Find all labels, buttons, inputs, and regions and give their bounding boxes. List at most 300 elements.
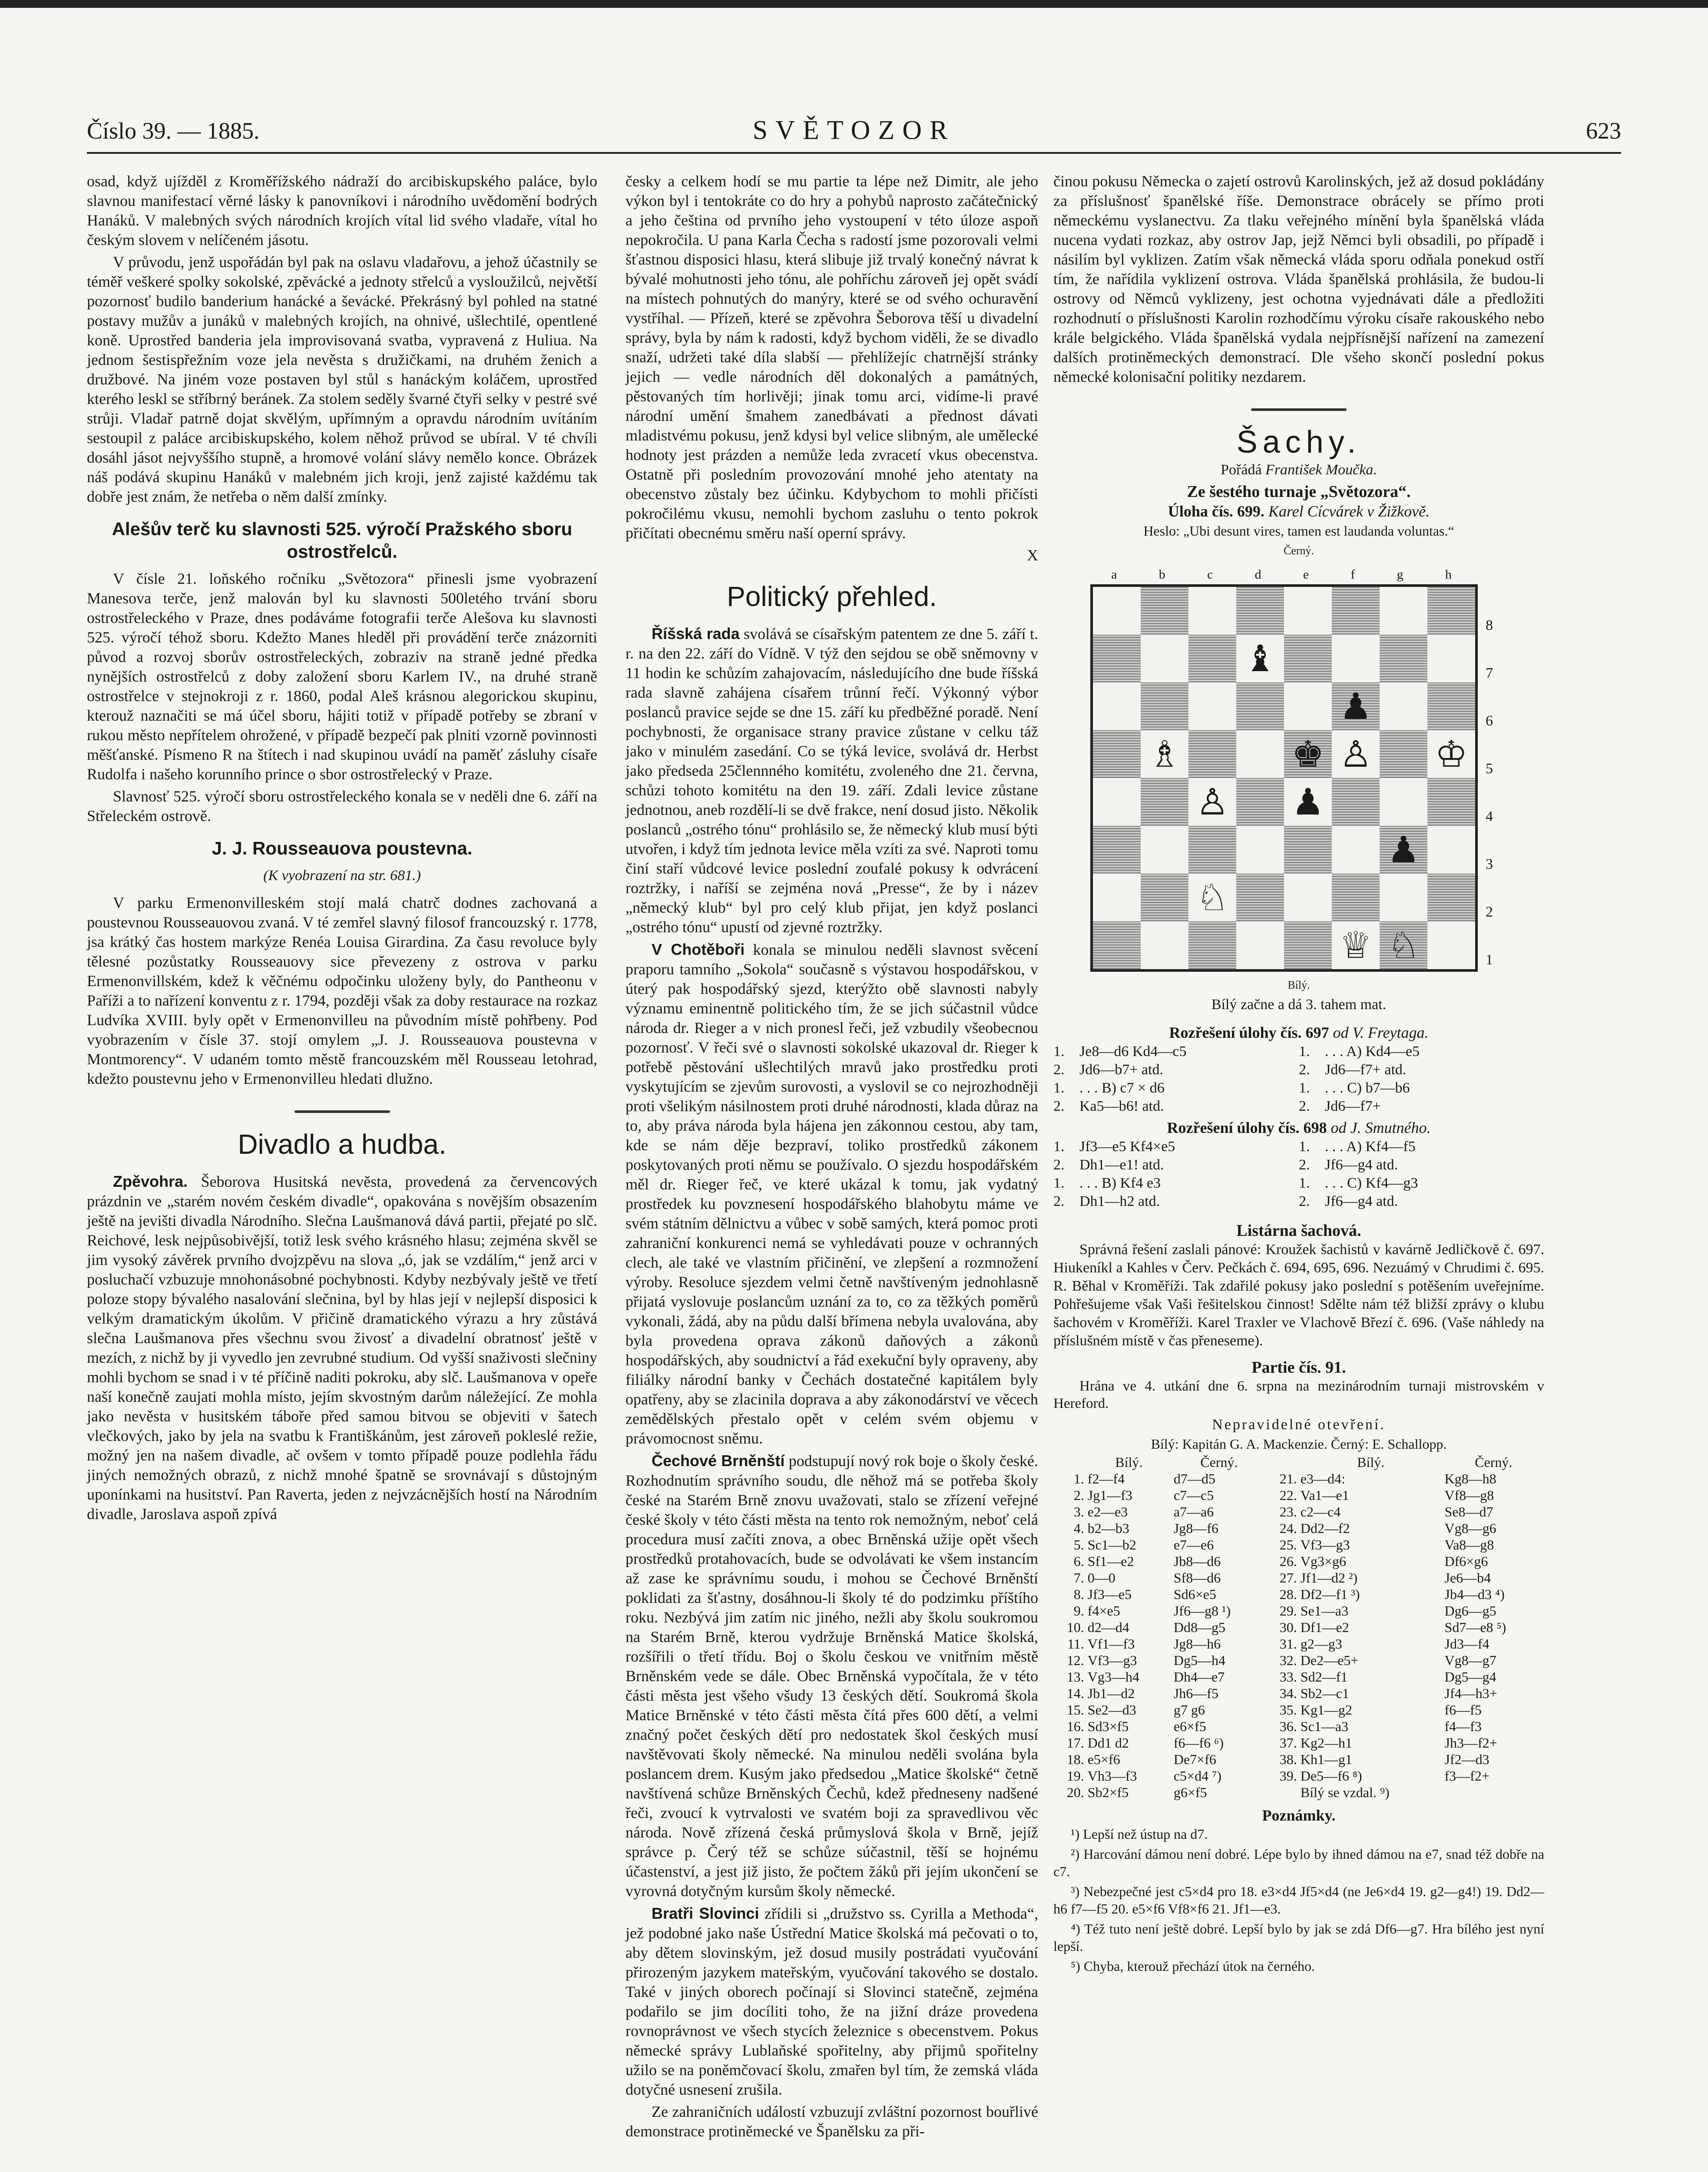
board-square-c6 bbox=[1188, 682, 1236, 730]
board-square-c8 bbox=[1188, 587, 1236, 635]
board-square-f7 bbox=[1332, 635, 1380, 682]
column-header bbox=[1053, 1454, 1086, 1470]
move-cell: Jf3—e5 bbox=[1087, 1586, 1132, 1602]
note-item: ³) Nebezpečné jest c5×d4 pro 18. e3×d4 Jf5×d4 (ne Je6×d4 19. g2—g4!) 19. Dd2—h6 f7—f5 20. e5×f6 Vf8×f6 21. Jf1—e3. bbox=[1053, 1884, 1544, 1917]
board-square-g6 bbox=[1380, 682, 1427, 730]
move-cell: f4—f3 bbox=[1444, 1718, 1482, 1734]
solution-cell: . . . B) Kf4 e3 bbox=[1079, 1175, 1161, 1191]
game-moves-table bbox=[1053, 1454, 1544, 1801]
board-square-h3 bbox=[1427, 826, 1475, 874]
move-cell: Vg3—h4 bbox=[1087, 1669, 1139, 1685]
solution-row bbox=[1053, 1043, 1544, 1061]
move-cell: Vf3—g3 bbox=[1087, 1652, 1137, 1668]
move-cell: e7—e6 bbox=[1173, 1537, 1214, 1553]
paragraph-lead: Čechové Brněnští bbox=[652, 1452, 785, 1470]
solution-cell: 1. bbox=[1053, 1139, 1065, 1155]
move-cell: 27. bbox=[1279, 1570, 1297, 1586]
move-cell: Sd3×f5 bbox=[1087, 1718, 1129, 1734]
move-cell: Sf1—e2 bbox=[1087, 1553, 1134, 1569]
board-square-e3 bbox=[1284, 826, 1332, 874]
table-row bbox=[1053, 1569, 1544, 1586]
paragraph: Slavnosť 525. výročí sboru ostrostřeleckého konala se v neděli dne 6. září na Střeleckém ostrově. bbox=[87, 788, 597, 824]
board-square-a6 bbox=[1093, 682, 1141, 730]
move-cell: a7—a6 bbox=[1173, 1504, 1214, 1520]
solution-cell: . . . C) Kf4—g3 bbox=[1325, 1175, 1418, 1191]
rank-label: 8 bbox=[1486, 617, 1493, 633]
move-cell: 9. bbox=[1073, 1603, 1084, 1619]
move-cell: c7—c5 bbox=[1173, 1487, 1214, 1503]
move-cell: 28. bbox=[1279, 1586, 1297, 1602]
move-cell: 24. bbox=[1279, 1520, 1297, 1536]
rank-label: 4 bbox=[1486, 808, 1493, 824]
chess-piece-icon: ♙ bbox=[1196, 780, 1229, 823]
solution-author: od V. Freytaga. bbox=[1333, 1024, 1429, 1041]
board-square-f2 bbox=[1332, 874, 1380, 921]
section-heading: J. J. Rousseauova poustevna. bbox=[212, 838, 473, 858]
board-square-f5 bbox=[1332, 730, 1380, 778]
move-cell: Se2—d3 bbox=[1087, 1702, 1136, 1718]
notes-title: Poznámky. bbox=[1262, 1807, 1336, 1824]
solution-cell: Jd6—f7+ bbox=[1325, 1098, 1381, 1114]
listarna-text: Správná řešení zaslali pánové: Kroužek šachistů v kavárně Jedličkově č. 697. Hiukeníkl a Kahles v Červ. Pečkách č. 694, 695, 696. Nezuámý v Chrudimi č. 695. R. Běhal v Kroměříži. Tak zdařilé pokusy jako poslední s potěšením uveřejníme. Pohřešujeme však Vaši řešitelskou činnost! Sdělte nám též bližší zprávy o klubu šachovém v Kroměříži. Karel Traxler ve Vlachově Březí č. 696. (Vaše náhledy na příslušném místě v čas přeneseme). bbox=[1053, 1242, 1544, 1349]
board-square-b5 bbox=[1141, 730, 1188, 778]
board-square-a1 bbox=[1093, 921, 1141, 969]
solution-cell: Jd6—b7+ atd. bbox=[1079, 1062, 1163, 1078]
problem-author: Karel Cícvárek v Žižkově. bbox=[1268, 503, 1430, 520]
solution-cell: 1. bbox=[1053, 1175, 1065, 1191]
paragraph bbox=[626, 1451, 1038, 1901]
solution-cell: 2. bbox=[1299, 1157, 1310, 1173]
board-square-c2 bbox=[1188, 874, 1236, 921]
solution-cell: 2. bbox=[1053, 1193, 1065, 1209]
move-cell: Jb8—d6 bbox=[1173, 1553, 1221, 1569]
move-cell: Df1—e2 bbox=[1300, 1619, 1349, 1635]
rank-label: 7 bbox=[1486, 665, 1493, 681]
board-wrap bbox=[1090, 584, 1507, 972]
paragraph bbox=[626, 1904, 1038, 2099]
paragraph bbox=[87, 1172, 597, 1524]
top-edge-line bbox=[0, 0, 1708, 8]
solution-cell: Jd6—f7+ atd. bbox=[1325, 1062, 1407, 1078]
paragraph-lead: Říšská rada bbox=[652, 625, 740, 642]
chess-piece-icon: ♟ bbox=[1387, 828, 1420, 871]
board-square-h8 bbox=[1427, 587, 1475, 635]
black-label: Černý. bbox=[1283, 544, 1314, 557]
table-row bbox=[1053, 1735, 1544, 1751]
move-cell: Vf3—g3 bbox=[1300, 1537, 1350, 1553]
solution-title: Rozřešení úlohy čís. 697 bbox=[1169, 1024, 1329, 1041]
move-cell: Kg2—h1 bbox=[1300, 1735, 1352, 1751]
board-square-e8 bbox=[1284, 587, 1332, 635]
listarna-title: Listárna šachová. bbox=[1236, 1222, 1361, 1240]
solution-moves bbox=[1053, 1043, 1544, 1116]
paragraph: Ze zahraničních událostí vzbuzují zvláštní pozornost bouřlivé demonstrace protiněmecké ve Španělsku za při- bbox=[626, 2103, 1038, 2140]
move-cell: 15. bbox=[1066, 1702, 1084, 1718]
move-cell: Dd8—g5 bbox=[1173, 1619, 1225, 1635]
solution-cell: 1. bbox=[1299, 1139, 1310, 1155]
move-cell: 34. bbox=[1279, 1685, 1297, 1701]
board-square-f8 bbox=[1332, 587, 1380, 635]
solution-cell: 1. bbox=[1053, 1043, 1065, 1060]
board-square-e5 bbox=[1284, 730, 1332, 778]
board-square-g1 bbox=[1380, 921, 1427, 969]
rank-label: 6 bbox=[1486, 713, 1493, 729]
chess-piece-icon: ♚ bbox=[1291, 732, 1324, 775]
solution-row bbox=[1053, 1061, 1544, 1079]
board-square-e1 bbox=[1284, 921, 1332, 969]
rank-label: 3 bbox=[1486, 856, 1493, 872]
table-row bbox=[1053, 1503, 1544, 1520]
move-cell: Sf8—d6 bbox=[1173, 1570, 1221, 1586]
page-number: 623 bbox=[1586, 118, 1621, 144]
solution-author: od J. Smutného. bbox=[1331, 1119, 1431, 1136]
solution-title: Rozřešení úlohy čís. 698 bbox=[1167, 1119, 1327, 1136]
move-cell: Dg5—h4 bbox=[1173, 1652, 1225, 1668]
move-cell: 30. bbox=[1279, 1619, 1297, 1635]
editor-name: František Moučka. bbox=[1265, 462, 1377, 478]
move-cell: d2—d4 bbox=[1087, 1619, 1129, 1635]
board-square-b8 bbox=[1141, 587, 1188, 635]
solution-cell: 2. bbox=[1299, 1098, 1310, 1114]
move-cell: 10. bbox=[1066, 1619, 1084, 1635]
move-cell: 0—0 bbox=[1087, 1570, 1115, 1586]
board-square-g2 bbox=[1380, 874, 1427, 921]
file-label: f bbox=[1351, 567, 1355, 582]
move-cell: Jg1—f3 bbox=[1087, 1487, 1132, 1503]
table-row bbox=[1053, 1702, 1544, 1718]
paragraph: činou pokusu Německa o zajetí ostrovů Karolinských, jež až dosud pokládány za příslušnosť španělské říše. Demonstrace obrácely se přímo proti německému vyslanectvu. Za tlaku veřejného mínění byla španělská vláda nucena vydati rozkaz, aby ostrov Jap, jejž Němci byli obsadili, po případě i násilím byl vyklizen. Zatím však německá vláda sporu odňala ponekud ostří tím, že nařídila vyklizení ostrova. Vláda španělská prohlásila, že budou-li ostrovy od Němců vyklizeny, jest ochotna vyjednávati dále a předložiti rozhodnutí o příslušnosti Karolin rozhodčímu výroku císaře rakouského nebo krále belgického. Vláda španělská vydala nejpřísnější nařízení na zamezení dalších protiněmeckých demonstrací. Dle všeho skončí poslední pokus německé kolonisační politiky nezdarem. bbox=[1053, 172, 1544, 385]
move-cell: 20. bbox=[1066, 1785, 1084, 1800]
paragraph-text: zřídili si „družstvo ss. Cyrilla a Methoda“, jež podobné jako naše Ústřední Matice školská má pečovati o to, aby dětem slovinským, jež dosud musily postrádati vyučování přirozeným jazykem mateřským, vyučování takového se dostalo. Také v jiných oborech počínají si Slovinci statečně, zejména podařilo se jim docíliti toho, že na jižní dráze provedena rovnoprávnost ve všech stycích železnice s obecenstvem. Pokus německé správy Lublaňské spořitelny, aby přijmů spořitelny užilo se na poněmčovací školu, zmařen byl tím, že zemská vláda dotyčné usnesení zrušila. bbox=[626, 1905, 1039, 2098]
move-cell: Sd2—f1 bbox=[1300, 1669, 1348, 1685]
section-heading: Divadlo a hudba. bbox=[238, 1129, 447, 1160]
board-square-g4 bbox=[1380, 778, 1427, 826]
move-cell: f6—f6 ⁶) bbox=[1173, 1735, 1224, 1751]
board-square-f1 bbox=[1332, 921, 1380, 969]
solution-cell: 1. bbox=[1053, 1080, 1065, 1096]
solution-cell: . . . C) b7—b6 bbox=[1325, 1080, 1410, 1096]
move-cell: 7. bbox=[1073, 1570, 1084, 1586]
move-cell: 36. bbox=[1279, 1718, 1297, 1734]
move-cell: d7—d5 bbox=[1173, 1471, 1215, 1487]
move-cell: Jb1—d2 bbox=[1087, 1685, 1135, 1701]
move-cell: 13. bbox=[1066, 1669, 1084, 1685]
solution-cell: 1. bbox=[1299, 1080, 1310, 1096]
board-square-f4 bbox=[1332, 778, 1380, 826]
solution-row bbox=[1053, 1156, 1544, 1174]
solution-cell: Jf6—g4 atd. bbox=[1325, 1193, 1398, 1209]
chess-piece-icon: ♕ bbox=[1339, 924, 1372, 967]
opening-name: Nepravidelné otevření. bbox=[1212, 1417, 1386, 1433]
note-item: ⁴) Též tuto není ještě dobré. Lepší bylo by jak se zdá Df6—g7. Hra bílého jest nyní lepší. bbox=[1053, 1921, 1544, 1954]
move-cell: Sb2—c1 bbox=[1300, 1685, 1349, 1701]
note-item: ⁵) Chyba, kterouž přechází útok na černého. bbox=[1071, 1958, 1315, 1974]
column-3 bbox=[1053, 172, 1544, 1977]
move-cell: Vg8—g7 bbox=[1444, 1652, 1496, 1668]
board-square-b2 bbox=[1141, 874, 1188, 921]
solution-moves bbox=[1053, 1138, 1544, 1211]
move-cell: Sc1—a3 bbox=[1300, 1718, 1348, 1734]
move-cell: Jh3—f2+ bbox=[1444, 1735, 1497, 1751]
solution-cell: . . . A) Kd4—e5 bbox=[1325, 1043, 1420, 1060]
move-cell: Je6—b4 bbox=[1444, 1570, 1491, 1586]
paragraph: V průvodu, jenž uspořádán byl pak na oslavu vladařovu, a jehož účastnily se téměř veškeré spolky sokolské, zpěvácké a jednoty střelců a vysloužilců, největší pozornosť budilo banderium hanácké a ševácké. Překrásný byl pohled na statné postavy mužův a junáků v malebných krojích, na ohnivé, ušlechtilé, opentlené koně. Uprostřed banderia jela improvisovaná svatba, vypravená z Huliua. Na jednom šestispřežním voze jela nevěsta s družičkami, na druhém ženich a družbové. Na jiném voze postaven byl stůl s hanáckým koláčem, uprostřed kterého leskl se stříbrný beránek. Za stolem seděly švarné čtyři selky v pestré své strůji. Vladař patrně dojat skvělým, upřímným a opravdu národním uvítáním sestoupil z paláce arcibiskupského, kolem něhož průvod se ubíral. V té chvíli dosáhl jásot nejvyššího stupně, a hromové volání slávy nemělo konce. Obrázek náš podává skupinu Hanáků v malebném jich kroji, jenž zajisté každému tak dobře jest znám, že netřeba o něm další zmínky. bbox=[87, 253, 597, 505]
move-cell: Vf8—g8 bbox=[1444, 1487, 1494, 1503]
paragraph-text: podstupují nový rok boje o školy české. Rozhodnutím správního soudu, dle něhož má se potřeba školy české na Starém Brně znovu uvažovati, stalo se zřízení veřejné české školy v této části města na tento rok nemožným, neboť celá procedura musí začíti znova, a obec Brněnská užije opět všech prostředků protahovacích, bude se odvolávati ke všem instancím až zase ke správnímu soudu, i mohou se Čechové Brněnští poklidati za šťastny, dosáhnou-li školy té do podzimku příštího roku. Nezbývá jim zatím nic jiného, nežli aby školu soukromou na Starém Brně, kterou vydržuje Brněnská Matice školská, rozšířili o třetí třídu. Boj o školu českou ve vnitřním městě Brněnském vede se dále. Obec Brněnská vypočítala, že v této části města jest všeho všudy 13 českých dětí. Soukromá škola Matice Brněnské v této části města čítá přes 600 dětí, a velmi značný počet českých dětí pro nedostatek škol českých musí navštěvovati školy německé. Na minulou neděli svolána byla poslancem drem. Kusým jako předsedou „Matice školské“ četně navštívená schůze Brněnských Čechů, kdež předneseny nadšené řeči, zvoucí k vytrvalosti ve svatém boji za spravedlivou věc národa. Nově zřízená česká průmyslová škola v Brně, jejíž správce p. Čerý též se schůze súčastnil, těší se hojnému účastenství, a jest již jisto, že počtem žáků při jejím ukončení se vyrovná dotyčným kursům školy německé. bbox=[626, 1452, 1038, 1900]
board-square-g8 bbox=[1380, 587, 1427, 635]
board-square-d1 bbox=[1236, 921, 1284, 969]
move-cell: 33. bbox=[1279, 1669, 1297, 1685]
solution-cell: 2. bbox=[1053, 1098, 1065, 1114]
move-cell: 1. bbox=[1073, 1471, 1084, 1487]
chess-piece-icon: ♝ bbox=[1244, 637, 1277, 680]
file-label: d bbox=[1255, 567, 1261, 582]
file-label: b bbox=[1159, 567, 1165, 582]
move-cell: Dd2—f2 bbox=[1300, 1520, 1350, 1536]
partie-intro: Hrána ve 4. utkání dne 6. srpna na mezinárodním turnaji mistrovském v Hereford. bbox=[1053, 1378, 1544, 1411]
board-square-c3 bbox=[1188, 826, 1236, 874]
move-cell: 21. bbox=[1279, 1471, 1297, 1487]
move-cell: 2. bbox=[1073, 1487, 1084, 1503]
move-cell: 16. bbox=[1066, 1718, 1084, 1734]
column-header: Černý. bbox=[1200, 1454, 1238, 1470]
column-2 bbox=[626, 172, 1038, 2144]
move-cell: 11. bbox=[1067, 1636, 1084, 1652]
board-square-c5 bbox=[1188, 730, 1236, 778]
board-square-c4 bbox=[1188, 778, 1236, 826]
file-label: a bbox=[1111, 567, 1117, 582]
solution-cell: Jf3—e5 Kf4×e5 bbox=[1079, 1139, 1175, 1155]
board-square-e2 bbox=[1284, 874, 1332, 921]
board-square-d5 bbox=[1236, 730, 1284, 778]
masthead-title: SVĚTOZOR bbox=[752, 116, 956, 145]
chess-piece-icon: ♗ bbox=[1148, 732, 1181, 775]
move-cell: Se1—a3 bbox=[1300, 1603, 1348, 1619]
move-cell: Vg8—g6 bbox=[1444, 1520, 1496, 1536]
move-cell: f4×e5 bbox=[1087, 1603, 1120, 1619]
board-file-labels bbox=[1090, 565, 1473, 584]
table-header-row bbox=[1053, 1454, 1544, 1470]
move-cell: 17. bbox=[1066, 1735, 1084, 1751]
paragraph: česky a celkem hodí se mu partie ta lépe než Dimitr, ale jeho výkon byl i tentokráte co do hry a pohybů naprosto začátečnický a jeho čeština od prvního jeho vystoupení v této úloze aspoň nepokročila. U pana Karla Čecha s radostí jsme pozorovali velmi šťastnou disposici hlasu, která slibuje již trvalý konečný návrat k bývalé mohutnosti jeho tónu, ale pohříchu zároveň jej opět svádí na místech pohnutých do manýry, které se od svého ochuravění vystříhal. — Přízeň, které se zpěvohra Šeborova těší u divadelní správy, byla by nám k radosti, když bychom viděli, že se divadlo snaží, udržeti také díla slabší — přehlížejíc chatrnější stránky jejich — vedle národních děl dokonalých a památných, pěstovaných tím horlivěji; jinak tomu arci, vidíme-li pravé národní umění šmahem zanedbávati a přednost dávati mladistvému pokusu, jenž kdysi byl velice slibným, ale umělecké hodnoty jest prázden a nemůže leda zvracetí vkus obecenstva. Ostatně při posledním provozování mnohé jeho atentaty na obecenstvo zůstaly bez účinku. Kdybychom to mohli přičísti pokročilému vkusu, nemohli bychom zasluhu o tento pokrok přičítati obecnému směru naší operní správy. bbox=[626, 172, 1038, 542]
rank-label: 5 bbox=[1486, 761, 1493, 777]
solution-heading bbox=[1053, 1023, 1544, 1043]
board-square-g5 bbox=[1380, 730, 1427, 778]
move-cell: Kg1—g2 bbox=[1300, 1702, 1352, 1718]
move-cell: f2—f4 bbox=[1087, 1471, 1125, 1487]
solution-heading bbox=[1053, 1118, 1544, 1138]
move-cell: 23. bbox=[1279, 1504, 1297, 1520]
board-rank-labels bbox=[1486, 602, 1493, 984]
move-cell: Jf1—d2 ²) bbox=[1300, 1570, 1358, 1586]
table-row bbox=[1053, 1487, 1544, 1503]
board-square-h2 bbox=[1427, 874, 1475, 921]
move-cell: 26. bbox=[1279, 1553, 1297, 1569]
table-row bbox=[1053, 1751, 1544, 1768]
move-cell: Jd3—f4 bbox=[1444, 1636, 1490, 1652]
board-square-b6 bbox=[1141, 682, 1188, 730]
board-square-g3 bbox=[1380, 826, 1427, 874]
problem-task: Bílý začne a dá 3. tahem mat. bbox=[1211, 997, 1387, 1013]
problem-motto: Heslo: „Ubi desunt vires, tamen est laudanda voluntas.“ bbox=[1143, 523, 1454, 539]
move-cell: Df2—f1 ³) bbox=[1300, 1586, 1360, 1602]
move-cell: g2—g3 bbox=[1300, 1636, 1342, 1652]
move-cell: e3—d4: bbox=[1300, 1471, 1345, 1487]
section-heading: Alešův terč ku slavnosti 525. výročí Pražského sboru ostrostřelců. bbox=[112, 519, 573, 562]
solution-row bbox=[1053, 1174, 1544, 1192]
move-cell: Va1—e1 bbox=[1300, 1487, 1349, 1503]
chess-editor bbox=[1053, 460, 1544, 480]
editor-prefix: Pořádá bbox=[1221, 462, 1262, 478]
move-cell bbox=[1266, 1784, 1299, 1801]
board-square-h5 bbox=[1427, 730, 1475, 778]
table-row bbox=[1053, 1768, 1544, 1784]
move-cell: 32. bbox=[1279, 1652, 1297, 1668]
chess-piece-icon: ♘ bbox=[1387, 924, 1420, 967]
move-cell: Jf2—d3 bbox=[1444, 1752, 1490, 1767]
table-row bbox=[1053, 1470, 1544, 1487]
board-square-f3 bbox=[1332, 826, 1380, 874]
ornament-divider bbox=[1251, 408, 1347, 411]
column-1 bbox=[87, 172, 597, 1526]
board-square-d2 bbox=[1236, 874, 1284, 921]
chess-diagram bbox=[1090, 565, 1507, 972]
paragraph-text: svolává se císařským patentem ze dne 5. září t. r. na den 22. září do Vídně. V týž den sejdou se obě sněmovny v 11 hodin ke schůzím zahajovacím, následujícího dne bude říšská rada slavně zahájena císařem trůnní řečí. Výkonný výbor poslanců pravice sejde se dne 15. září ku předběžné poradě. Není pochybnosti, že organisace strany pravice zůstane v celku táž jako v minulém zasedání. Co se týká levice, svolává dr. Herbst jako předseda 25člennného komitétu, zvoleného dne 21. června, schůzi tohoto komitétu na den 19. září. Zdali levice zůstane jednotnou, aneb rozdělí-li se dvě frakce, není dosud jisto. Několik poslanců „ostrého tónu“ prohlásilo se, že německý klub musí býti utvořen, i když tím jednota levice měla vzíti za své. Naproti tomu činí staří vůdcové levice poslední zoufalé pokusy k odvrácení roztržky, i naříší se zejména nová „Presse“, že by i název „německý klub“ byl pro celý klub přijat, jen když poslanci „ostrého tónu“ upustí od zjevné roztržky. bbox=[626, 625, 1038, 936]
move-cell: 35. bbox=[1279, 1702, 1297, 1718]
board-square-e6 bbox=[1284, 682, 1332, 730]
move-cell: Dh4—e7 bbox=[1173, 1669, 1225, 1685]
board-square-c1 bbox=[1188, 921, 1236, 969]
board-square-f6 bbox=[1332, 682, 1380, 730]
author-signature: X bbox=[1027, 546, 1038, 564]
move-cell: Se8—d7 bbox=[1444, 1504, 1493, 1520]
paragraph-text: Šeborova Husitská nevěsta, provedená za červencových prázdnin ve „starém novém českém divadle“, opakována s novějším obsazením ještě na jevišti divadla Národního. Slečna Laušmanová dává partii, přejaté po slč. Reichové, lesk nejpůsobivější, totiž lesk svého krásného hlasu; zejména skvěl se jim vysoký závěrek prvního dvojzpěvu na slova „ó, jak se vzdálím,“ jenž arci v posluchačí vzbuzuje mnohonásobné pochybnosti. Kdyby nezbývaly ještě ve třetí poloze stopy bývalého nasalování slečnina, byl by hlas její v nejlepší disposici k velkým dramatickým úkolům. V přičině dramatického výrazu a hry zůstává slečna Laušmanova přes všechnu svou živosť a divadelní obratnosť ještě v mezích, z nichž by ji vyvedlo jen zevrubné studium. Od vyšší snaživosti slečniny mohli bychom se snad i v té příčině naditi pokroku, aby slč. Laušmanova v opeře naší konečně zaujati mohla místo, jejím skvostným darům náležející. Ze mohla jako nevěsta v husitském táboře před samou bitvou se objeviti v šatech vlečkových, jako by jela na svatbu k Františkánům, jest zároveň pokleslé režie, možný jen na našem divadle, ač ovšem v tomto případě pouze podlehla řádu jiných nemožných obrazů, z nichž mnohé špatně se srovnávají s důstojným uponínkami na husitství. Pan Raverta, jeden z nejvzácnějších hostí na Národním divadle, Jaroslava aspoň zpívá bbox=[87, 1173, 598, 1523]
move-cell: 39. bbox=[1279, 1768, 1297, 1784]
move-cell: Sc1—b2 bbox=[1087, 1537, 1136, 1553]
move-cell: e2—e3 bbox=[1087, 1504, 1128, 1520]
move-cell: e6×f5 bbox=[1173, 1718, 1206, 1734]
move-cell: Kg8—h8 bbox=[1444, 1471, 1496, 1487]
board-square-e4 bbox=[1284, 778, 1332, 826]
table-row bbox=[1053, 1718, 1544, 1735]
move-cell: 6. bbox=[1073, 1553, 1084, 1569]
solution-row bbox=[1053, 1079, 1544, 1097]
move-cell: Vh3—f3 bbox=[1087, 1768, 1137, 1784]
board-square-d7 bbox=[1236, 635, 1284, 682]
column-header: Bílý. bbox=[1115, 1454, 1143, 1470]
solution-row bbox=[1053, 1138, 1544, 1156]
section-subheading: (K vyobrazení na str. 681.) bbox=[263, 867, 421, 884]
board-square-b1 bbox=[1141, 921, 1188, 969]
move-cell: c5×d4 ⁷) bbox=[1173, 1768, 1221, 1784]
board-square-a2 bbox=[1093, 874, 1141, 921]
chess-piece-icon: ♔ bbox=[1435, 732, 1468, 775]
board-square-b7 bbox=[1141, 635, 1188, 682]
solution-cell: 2. bbox=[1053, 1157, 1065, 1173]
rank-label: 1 bbox=[1486, 952, 1493, 968]
move-cell: Jg8—f6 bbox=[1173, 1520, 1218, 1536]
solution-cell: 2. bbox=[1053, 1062, 1065, 1078]
solution-cell: Ka5—b6! atd. bbox=[1079, 1098, 1164, 1114]
solution-cell: . . . B) c7 × d6 bbox=[1079, 1080, 1165, 1096]
move-cell: Jf4—h3+ bbox=[1444, 1685, 1497, 1701]
table-row bbox=[1053, 1685, 1544, 1702]
table-row bbox=[1053, 1636, 1544, 1652]
move-cell: Jh6—f5 bbox=[1173, 1685, 1218, 1701]
move-cell: 31. bbox=[1279, 1636, 1297, 1652]
rank-label: 2 bbox=[1486, 904, 1493, 920]
board-square-d4 bbox=[1236, 778, 1284, 826]
board-square-b3 bbox=[1141, 826, 1188, 874]
paragraph: V čísle 21. loňského ročníku „Světozora“ přinesli jsme vyobrazení Manesova terče, jenž malován byl ku slavnosti 500letého trvání sboru ostrostřeleckého v Praze, dnes podáváme fotografii terče Alešova ku slavnosti 525. výročí téhož sboru. Kdežto Manes hleděl při provádění terče znázorniti původ a rozvoj sborův ostrostřeleckých, zobraziv na straně jedné předka nynějších ostrostřelců z doby založení sboru Karlem IV., na druhé straně ostrostřelce v stejnokroji z r. 1860, podal Aleš krásnou alegorickou skupinu, kterouž naznačiti se má účel sboru, hájiti totiž v případě potřeby se zbraní v rukou město nepřítelem ohrožené, v případě bezpečí pak plniti vzorně povinnosti měšťanské. Písmeno R na štítech i nad skupinou uvádí na paměť zásluhy císaře Rudolfa i našeho korunního prince o sbor ostrostřelecký v Praze. bbox=[87, 570, 597, 783]
tourney-title: Ze šestého turnaje „Světozora“. bbox=[1187, 483, 1411, 501]
solution-cell: Jf6—g4 atd. bbox=[1325, 1157, 1398, 1173]
issue-number: Číslo 39. — 1885. bbox=[87, 118, 260, 144]
board-square-a4 bbox=[1093, 778, 1141, 826]
solution-row bbox=[1053, 1192, 1544, 1211]
chess-piece-icon: ♘ bbox=[1196, 876, 1229, 919]
table-row bbox=[1053, 1520, 1544, 1536]
move-cell bbox=[1443, 1784, 1544, 1801]
board-square-d6 bbox=[1236, 682, 1284, 730]
board-square-b4 bbox=[1141, 778, 1188, 826]
file-label: h bbox=[1445, 567, 1452, 582]
table-row bbox=[1053, 1669, 1544, 1685]
problem-number: Úloha čís. 699. bbox=[1168, 503, 1264, 520]
move-cell: De2—e5+ bbox=[1300, 1652, 1359, 1668]
paragraph-text: konala se minulou neděli slavnost svěcení praporu tamního „Sokola“ současně s výstavou hospodářskou, v úterý pak hospodářský sjezd, kterýžto obě slavnosti nabyly významu eminentně politického tím, že se jich súčastnil vůdce národa dr. Rieger a v nich pronesl řeči, jež vzbudily všeobecnou pozornosť. V řeči své o slavnosti sokolské ukazoval dr. Rieger k potřebě pěstování ušlechtilých mravů jako prostředku proti vyskytujícím se zjevům surovosti, a vyslovil se co nejrozhodněji proti všelikým násilnostem proti druhé národnosti, klada důraz na to, aby práva národa byla hájena jen zákonnou cestou, aby tam, kde se nám děje bezpraví, toliko prostředků zákonem poskytovaných proti němu se používalo. O sjezdu hospodářském měl dr. Rieger řeč, ve které ukázal k tomu, jak vydatný prostředek ku povznesení hospodářského blahobytu máme ve svém státním dělnictvu a vůbec v sobě samých, která pomoc proti zahraniční konkurenci nemá se vyhledávati pouze v ochranných clech, ale také ve vlastním přičinění, ve zlepšení a rozmnožení výroby. Resoluce sjezdem velmi četně navštíveným jednohlasně přijatá vyslovuje poslancům uznání za to, co za těžkých poměrů vykonali, žádá, aby na půdu další břímena nebyla uvalována, aby byla provedena oprava zákonů daňových a zákonů hospodářských, aby soudnictví a řád exekuční byly opraveny, aby filiálky národní banky v Čechách dostatečné kapitálem byly opatřeny, aby se zlacinila doprava a aby zákonodárství ve věcech zemědělských přestalo opět v celém svém objemu v právomocnost sněmu. bbox=[626, 941, 1039, 1447]
file-label: e bbox=[1303, 567, 1309, 582]
move-cell: 3. bbox=[1073, 1504, 1084, 1520]
move-cell: e5×f6 bbox=[1087, 1752, 1120, 1767]
move-cell: De7×f6 bbox=[1173, 1752, 1216, 1767]
game-notes bbox=[1053, 1825, 1544, 1975]
table-row bbox=[1053, 1536, 1544, 1553]
note-item: ²) Harcování dámou není dobré. Lépe bylo by ihned dámou na e7, snad též dobře na c7. bbox=[1053, 1846, 1544, 1879]
board-square-d8 bbox=[1236, 587, 1284, 635]
solution-cell: . . . A) Kf4—f5 bbox=[1325, 1139, 1416, 1155]
page-header bbox=[87, 113, 1621, 154]
partie-title: Partie čís. 91. bbox=[1251, 1358, 1346, 1377]
solution-cell: 2. bbox=[1299, 1062, 1310, 1078]
solution-cell: Je8—d6 Kd4—c5 bbox=[1079, 1043, 1187, 1060]
players-line: Bílý: Kapitán G. A. Mackenzie. Černý: E. Schallopp. bbox=[1151, 1436, 1447, 1452]
board-square-c7 bbox=[1188, 635, 1236, 682]
move-cell: f3—f2+ bbox=[1444, 1768, 1490, 1784]
move-cell: c2—c4 bbox=[1300, 1504, 1341, 1520]
move-cell: Jf6—g8 ¹) bbox=[1173, 1603, 1231, 1619]
solution-cell: 1. bbox=[1299, 1043, 1310, 1060]
move-cell: 29. bbox=[1279, 1603, 1297, 1619]
move-cell: 38. bbox=[1279, 1752, 1297, 1767]
file-label: c bbox=[1207, 567, 1213, 582]
move-cell: 12. bbox=[1066, 1652, 1084, 1668]
paragraph: osad, když ujížděl z Kroměřížského nádraží do arcibiskupského paláce, bylo slavnou manifestací věrné lásky k panovníkovi i národního uvědomění bodrých Hanáků. V malebných svých národních krojích vítal lid svého vladaře, vítal ho českým slovem v nelíčeném jásotu. bbox=[87, 172, 597, 248]
section-heading: Politický přehled. bbox=[727, 581, 937, 612]
move-cell: Kh1—g1 bbox=[1300, 1752, 1352, 1767]
paragraph-lead: V Chotěboři bbox=[652, 940, 745, 958]
solution-cell: Dh1—h2 atd. bbox=[1079, 1193, 1160, 1209]
move-cell: 25. bbox=[1279, 1537, 1297, 1553]
solution-cell: Dh1—e1! atd. bbox=[1079, 1157, 1164, 1173]
column-header bbox=[1266, 1454, 1299, 1470]
column-header: Bílý. bbox=[1357, 1454, 1385, 1470]
move-cell: De5—f6 ⁸) bbox=[1300, 1768, 1362, 1784]
move-cell: Dd1 d2 bbox=[1087, 1735, 1129, 1751]
move-cell: 14. bbox=[1066, 1685, 1084, 1701]
table-row bbox=[1053, 1652, 1544, 1669]
solution-row bbox=[1053, 1097, 1544, 1116]
